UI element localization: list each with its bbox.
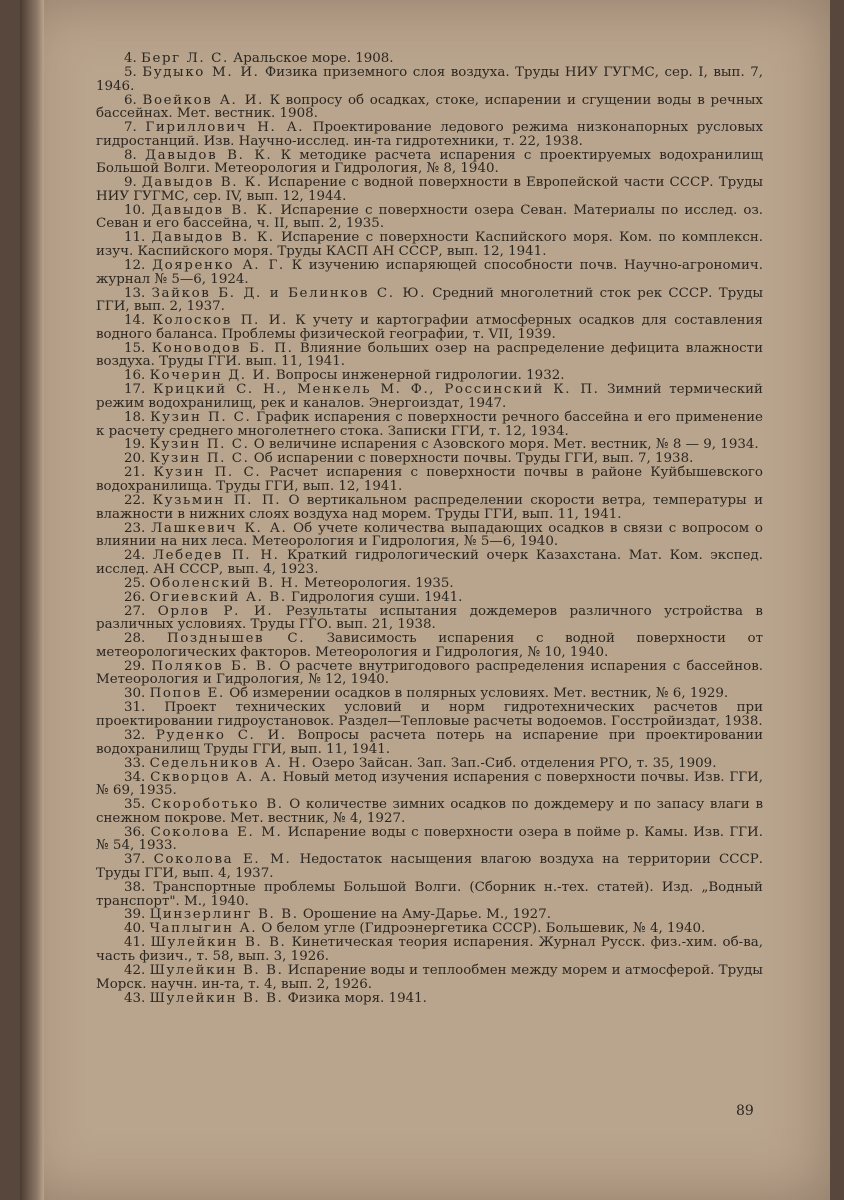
reference-list (96, 52, 763, 1006)
reference-item (96, 964, 763, 991)
reference-author: Цинзерлинг В. В. (149, 907, 299, 923)
reference-text: Об измерении осадков в полярных условиях. Мет. вестник, № 6, 1929. (229, 686, 729, 702)
reference-item (96, 826, 763, 853)
reference-text: Проект технических условий и норм гидротехнических расчетов при проектировании гидроустановок. Раздел—Тепловые расчеты водоемов. Госстройиздат, 1938. (96, 700, 763, 730)
reference-author: Кузин П. С. (149, 437, 250, 453)
reference-item (96, 936, 763, 963)
reference-item (96, 798, 763, 825)
reference-number: 9. (124, 175, 137, 191)
reference-number: 5. (124, 64, 137, 80)
reference-item (96, 908, 763, 922)
reference-number: 38. (124, 879, 146, 895)
reference-author: Руденко С. И. (155, 728, 287, 744)
reference-item (96, 383, 763, 410)
reference-item (96, 701, 763, 728)
reference-author: Орлов Р. И. (157, 603, 274, 619)
reference-number: 17. (124, 382, 146, 398)
reference-text: Новый метод изучения испарения с поверхности почвы. Изв. ГГИ, № 69, 1935. (96, 769, 764, 799)
reference-number: 33. (124, 755, 146, 771)
reference-number: 4. (124, 51, 137, 66)
reference-author: Соколова Е. М. (153, 852, 292, 868)
reference-item (96, 549, 763, 576)
reference-author: Кузьмин П. П. (152, 493, 282, 509)
reference-item (96, 466, 763, 493)
reference-number: 39. (124, 907, 146, 923)
reference-number: 20. (124, 451, 146, 467)
reference-item (96, 259, 763, 286)
reference-text: К учету и картографии атмосферных осадков для составления водного баланса. Проблемы физической географии, т. VII, 1939. (96, 313, 763, 342)
reference-item (96, 438, 763, 452)
reference-text: К методике расчета испарения с проектируемых водохранилищ Большой Волги. Метеорология и Гидрология, № 8, 1940. (96, 147, 763, 177)
reference-text: К вопросу об осадках, стоке, испарении и сгущении воды в речных бассейнах. Мет. вестник. 1908. (96, 92, 763, 122)
reference-text: Испарение с поверхности озера Севан. Материалы по исслед. оз. Севан и его бассейна, ч. II, вып. 2, 1935. (96, 202, 763, 232)
reference-number: 11. (124, 230, 146, 246)
reference-text: Об испарении с поверхности почвы. Труды ГГИ, вып. 7, 1938. (253, 451, 694, 467)
reference-author: Позднышев С. (166, 631, 306, 647)
reference-author: Соколова Е. М. (150, 824, 283, 840)
reference-item (96, 591, 763, 605)
reference-author: Давыдов В. К. (151, 202, 275, 218)
reference-item (96, 605, 763, 632)
reference-item (96, 577, 763, 591)
reference-text: К изучению испаряющей способности почв. Научно-агрономич. журнал № 5—6, 1924. (96, 258, 763, 287)
reference-number: 12. (124, 258, 146, 274)
reference-item (96, 522, 763, 549)
reference-text: Недостаток насыщения влагою воздуха на территории СССР. Труды ГГИ, вып. 4, 1937. (96, 852, 764, 881)
reference-number: 32. (124, 728, 146, 744)
book-page (20, 0, 830, 1200)
reference-author: Шулейкин В. В. (149, 963, 284, 979)
reference-item (96, 729, 763, 756)
reference-text: О количестве зимних осадков по дождемеру и по запасу влаги в снежном покрове. Мет. вестник, № 4, 1927. (96, 797, 763, 826)
reference-author: Огиевский А. В. (149, 589, 287, 605)
reference-author: Гириллович Н. А. (145, 120, 305, 136)
reference-author: Поляков Б. В. (151, 658, 274, 674)
reference-number: 35. (124, 797, 146, 813)
reference-number: 25. (124, 575, 146, 591)
reference-item (96, 121, 763, 148)
reference-item (96, 687, 763, 701)
page-gutter-shadow (20, 0, 44, 1200)
reference-text: О величине испарения с Азовского моря. Мет. вестник, № 8 — 9, 1934. (253, 437, 759, 453)
reference-item (96, 314, 763, 341)
reference-number: 13. (124, 285, 146, 301)
reference-text: Физика приземного слоя воздуха. Труды НИУ ГУГМС, сер. I, вып. 7, 1946. (96, 64, 764, 94)
reference-item (96, 660, 763, 687)
reference-number: 31. (124, 700, 146, 716)
reference-author: Скворцов А. А. (150, 769, 278, 785)
reference-text: Испарение с поверхности Каспийского моря. Ком. по комплексн. изуч. Каспийского моря. Труды КАСП АН СССР, вып. 12, 1941. (96, 230, 764, 260)
reference-number: 16. (124, 368, 146, 384)
reference-author: Зайков Б. Д. и Белинков С. Ю. (151, 285, 426, 301)
reference-author: Крицкий С. Н., Менкель М. Ф., Россинский К. П. (152, 382, 600, 398)
reference-number: 42. (124, 963, 146, 979)
reference-number: 27. (124, 603, 146, 619)
reference-number: 14. (124, 313, 146, 329)
reference-text: Зимний термический режим водохранилищ, рек и каналов. Энергоиздат, 1947. (96, 382, 763, 411)
reference-item (96, 853, 763, 880)
reference-item (96, 881, 763, 908)
reference-text: Аральское море. 1908. (233, 51, 394, 66)
reference-author: Кузин П. С. (149, 451, 250, 467)
reference-text: О белом угле (Гидроэнергетика СССР). Большевик, № 4, 1940. (261, 921, 706, 937)
reference-number: 15. (124, 340, 146, 356)
reference-number: 34. (124, 769, 146, 785)
reference-author: Лебедев П. Н. (152, 548, 280, 564)
reference-author: Чаплыгин А. (149, 921, 258, 937)
reference-text: Метеорология. 1935. (304, 575, 454, 591)
reference-item (96, 149, 763, 176)
reference-text: Гидрология суши. 1941. (290, 589, 463, 605)
reference-author: Будыко М. И. (142, 64, 260, 80)
reference-text: Краткий гидрологический очерк Казахстана. Мат. Ком. экспед. исслед. АН СССР, вып. 4, 1923. (96, 548, 763, 577)
reference-text: Средний многолетний сток рек СССР. Труды ГГИ, вып. 2, 1937. (96, 285, 763, 315)
reference-author: Седельников А. Н. (149, 755, 308, 771)
reference-author: Попов Е. (149, 686, 225, 702)
reference-text: Орошение на Аму-Дарье. М., 1927. (302, 907, 551, 923)
reference-number: 37. (124, 852, 146, 868)
page-number: 89 (736, 1103, 754, 1119)
reference-number: 18. (124, 409, 146, 425)
reference-text: О расчете внутригодового распределения испарения с бассейнов. Метеорология и Гидрология, № 12, 1940. (96, 658, 763, 688)
reference-number: 23. (124, 520, 146, 536)
reference-number: 36. (124, 824, 146, 840)
reference-text: Транспортные проблемы Большой Волги. (Сборник н.-тех. статей). Изд. „Водный транспорт". М., 1940. (96, 879, 763, 909)
reference-number: 22. (124, 493, 146, 509)
reference-author: Шулейкин В. В. (150, 935, 287, 951)
reference-author: Коноводов Б. П. (151, 340, 294, 356)
reference-text: Вопросы расчета потерь на испарение при проектировании водохранилищ Труды ГГИ, вып. 11, 1941. (96, 728, 763, 757)
reference-item (96, 494, 763, 521)
reference-text: Кинетическая теория испарения. Журнал Русск. физ.-хим. об-ва, часть физич., т. 58, вып. 3, 1926. (96, 935, 763, 965)
reference-text: Испарение воды с поверхности озера в пойме р. Камы. Изв. ГГИ. № 54, 1933. (96, 824, 763, 854)
reference-number: 8. (124, 147, 137, 163)
reference-number: 7. (124, 120, 137, 136)
reference-author: Колосков П. И. (152, 313, 288, 329)
reference-item (96, 231, 763, 258)
reference-item (96, 992, 763, 1006)
reference-item (96, 452, 763, 466)
reference-number: 6. (124, 92, 137, 108)
reference-text: Физика моря. 1941. (287, 990, 427, 1006)
reference-item (96, 66, 763, 93)
reference-text: Расчет испарения с поверхности почвы в районе Куйбышевского водохранилища. Труды ГГИ, вып. 12, 1941. (96, 465, 763, 495)
reference-author: Кузин П. С. (153, 465, 262, 481)
reference-text: Озеро Зайсан. Зап. Зап.-Сиб. отделения РГО, т. 35, 1909. (311, 755, 717, 771)
reference-number: 26. (124, 589, 146, 605)
reference-author: Давыдов В. К. (151, 230, 275, 246)
reference-number: 41. (124, 935, 146, 951)
reference-item (96, 771, 763, 798)
reference-item (96, 176, 763, 203)
reference-number: 21. (124, 465, 146, 481)
reference-number: 40. (124, 921, 146, 937)
reference-number: 43. (124, 990, 146, 1006)
reference-item (96, 922, 763, 936)
reference-number: 29. (124, 658, 146, 674)
reference-author: Кочерин Д. И. (149, 368, 272, 384)
reference-text: Проектирование ледового режима низконапорных русловых гидростанций. Изв. Научно-исслед. ин-та гидротехники, т. 22, 1938. (96, 120, 763, 149)
reference-item (96, 342, 763, 369)
reference-author: Дояренко А. Г. (152, 258, 285, 274)
reference-text: Об учете количества выпадающих осадков в связи с вопросом о влиянии на них леса. Метеорология и Гидрология, № 5—6, 1940. (96, 520, 763, 550)
reference-text: Результаты испытания дождемеров различного устройства в различных условиях. Труды ГГО. вып. 21, 1938. (96, 603, 763, 633)
reference-number: 10. (124, 202, 146, 218)
reference-author: Кузин П. С. (150, 409, 252, 425)
reference-author: Шулейкин В. В. (149, 990, 284, 1006)
reference-author: Скороботько В. (150, 797, 284, 813)
reference-item (96, 94, 763, 121)
reference-item (96, 632, 763, 659)
reference-author: Давыдов В. К. (145, 147, 273, 163)
reference-item (96, 204, 763, 231)
reference-item (96, 287, 763, 314)
reference-text: Испарение с водной поверхности в Европейской части СССР. Труды НИУ ГУГМС, сер. IV, вып. 12, 1944. (96, 175, 763, 204)
reference-author: Лашкевич К. А. (151, 520, 288, 536)
reference-item (96, 369, 763, 383)
reference-text: Испарение воды и теплообмен между морем и атмосферой. Труды Морск. научн. ин-та, т. 4, вып. 2, 1926. (96, 963, 763, 992)
reference-number: 28. (124, 631, 146, 647)
reference-author: Воейков А. И. (142, 92, 264, 108)
reference-item (96, 52, 763, 66)
reference-author: Давыдов В. К. (141, 175, 263, 191)
reference-number: 30. (124, 686, 146, 702)
reference-author: Оболенский В. Н. (149, 575, 300, 591)
reference-text: Вопросы инженерной гидрологии. 1932. (275, 368, 565, 384)
reference-item (96, 757, 763, 771)
reference-number: 24. (124, 548, 146, 564)
reference-text: График испарения с поверхности речного бассейна и его применение к расчету среднего многолетнего стока. Записки ГГИ, т. 12, 1934. (96, 409, 763, 439)
reference-text: О вертикальном распределении скорости ветра, температуры и влажности в нижних слоях воздуха над морем. Труды ГГИ, вып. 11, 1941. (96, 493, 763, 522)
reference-text: Влияние больших озер на распределение дефицита влажности воздуха. Труды ГГИ. вып. 11, 1941. (96, 340, 763, 370)
reference-text: Зависимость испарения с водной поверхности от метеорологических факторов. Метеорология и Гидрология, № 10, 1940. (96, 631, 763, 660)
reference-item (96, 411, 763, 438)
reference-author: Берг Л. С. (141, 51, 229, 66)
reference-number: 19. (124, 437, 146, 453)
